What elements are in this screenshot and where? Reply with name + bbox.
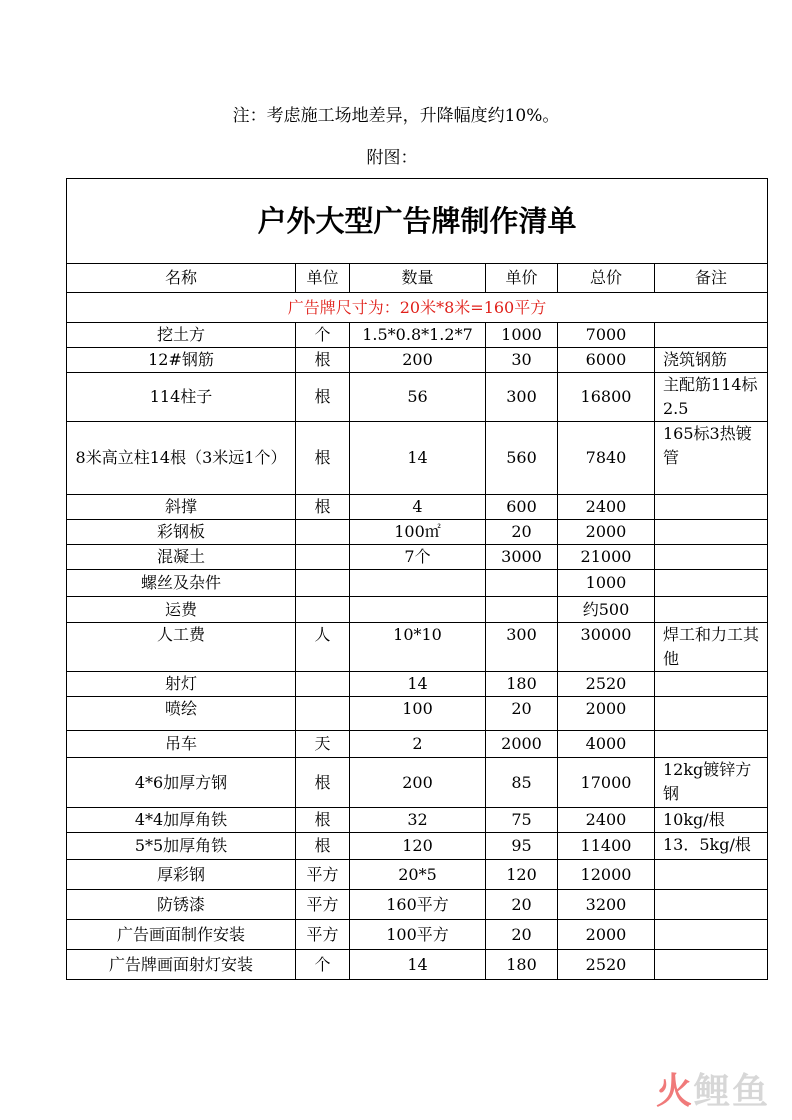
table-row (67, 731, 768, 758)
cell-remark (655, 950, 768, 980)
cell-remark (655, 520, 768, 545)
cell-remark: 10kg/根 (655, 808, 768, 833)
cell-unit: 天 (296, 731, 350, 758)
cell-remark (655, 545, 768, 570)
cell-name: 吊车 (67, 731, 296, 758)
table-row (67, 808, 768, 833)
cell-total: 17000 (558, 758, 655, 808)
cell-unit: 平方 (296, 920, 350, 950)
cell-remark: 13．5kg/根 (655, 833, 768, 860)
cell-name: 12#钢筋 (67, 348, 296, 373)
cell-price: 300 (486, 623, 558, 672)
cell-name: 114柱子 (67, 373, 296, 422)
cell-qty: 2 (350, 731, 486, 758)
cell-qty: 160平方 (350, 890, 486, 920)
cell-price: 95 (486, 833, 558, 860)
cell-remark (655, 860, 768, 890)
table-row (67, 890, 768, 920)
cell-qty: 10*10 (350, 623, 486, 672)
cell-unit: 根 (296, 495, 350, 520)
cell-remark: 焊工和力工其他 (655, 623, 768, 672)
cell-total: 约500 (558, 597, 655, 623)
cell-qty: 56 (350, 373, 486, 422)
cell-total: 2000 (558, 520, 655, 545)
table-row (67, 672, 768, 697)
cell-price: 75 (486, 808, 558, 833)
cell-qty: 100平方 (350, 920, 486, 950)
cell-price: 20 (486, 920, 558, 950)
cell-qty: 100㎡ (350, 520, 486, 545)
table-row (67, 697, 768, 731)
cell-total: 12000 (558, 860, 655, 890)
table-row (67, 422, 768, 495)
cell-unit (296, 597, 350, 623)
cell-price: 20 (486, 697, 558, 731)
cell-qty: 4 (350, 495, 486, 520)
cell-total: 2000 (558, 920, 655, 950)
table-row (67, 348, 768, 373)
cell-price: 1000 (486, 323, 558, 348)
cell-price: 3000 (486, 545, 558, 570)
cell-total: 2000 (558, 697, 655, 731)
cell-unit (296, 545, 350, 570)
table-row (67, 373, 768, 422)
cell-unit: 个 (296, 323, 350, 348)
cell-unit: 平方 (296, 860, 350, 890)
table-row (67, 570, 768, 597)
cell-unit (296, 697, 350, 731)
cell-price: 600 (486, 495, 558, 520)
cell-unit (296, 570, 350, 597)
watermark-logo: 火鲤鱼 (655, 1071, 770, 1112)
table-title-row (67, 179, 768, 264)
cell-unit: 个 (296, 950, 350, 980)
cell-price: 2000 (486, 731, 558, 758)
cell-remark (655, 495, 768, 520)
cell-unit: 根 (296, 808, 350, 833)
cell-total: 2400 (558, 495, 655, 520)
cell-unit: 根 (296, 758, 350, 808)
cell-remark: 12kg镀锌方钢 (655, 758, 768, 808)
table-row (67, 597, 768, 623)
cell-remark: 165标3热镀管 (655, 422, 768, 495)
billboard-cost-table (66, 178, 768, 980)
cell-qty: 14 (350, 422, 486, 495)
cell-qty: 120 (350, 833, 486, 860)
cell-remark: 浇筑钢筋 (655, 348, 768, 373)
cell-qty: 1.5*0.8*1.2*7 (350, 323, 486, 348)
cell-total: 3200 (558, 890, 655, 920)
table-row (67, 860, 768, 890)
cell-price: 180 (486, 672, 558, 697)
cell-price: 85 (486, 758, 558, 808)
cell-price: 120 (486, 860, 558, 890)
cell-price: 30 (486, 348, 558, 373)
cell-qty (350, 570, 486, 597)
cell-qty: 200 (350, 348, 486, 373)
cell-remark (655, 697, 768, 731)
header-unit: 单位 (296, 264, 350, 293)
cell-total: 2520 (558, 950, 655, 980)
cell-name: 彩钢板 (67, 520, 296, 545)
table-row (67, 758, 768, 808)
table-row (67, 623, 768, 672)
cell-name: 5*5加厚角铁 (67, 833, 296, 860)
size-spec-row (67, 293, 768, 323)
cell-price (486, 597, 558, 623)
cell-qty: 32 (350, 808, 486, 833)
cell-name: 厚彩钢 (67, 860, 296, 890)
cell-unit: 根 (296, 833, 350, 860)
table-header-row (67, 264, 768, 293)
table-row (67, 323, 768, 348)
cell-name: 喷绘 (67, 697, 296, 731)
cell-remark (655, 323, 768, 348)
cell-remark: 主配筋114标2.5 (655, 373, 768, 422)
cell-total: 6000 (558, 348, 655, 373)
cell-remark (655, 570, 768, 597)
cell-name: 广告画面制作安装 (67, 920, 296, 950)
cell-unit (296, 672, 350, 697)
cell-name: 4*4加厚角铁 (67, 808, 296, 833)
cell-qty (350, 597, 486, 623)
size-spec: 广告牌尺寸为：20米*8米=160平方 (67, 293, 768, 323)
cell-total: 2520 (558, 672, 655, 697)
cell-total: 4000 (558, 731, 655, 758)
cell-unit: 根 (296, 348, 350, 373)
cell-name: 防锈漆 (67, 890, 296, 920)
table-row (67, 495, 768, 520)
cell-name: 挖土方 (67, 323, 296, 348)
cell-remark (655, 890, 768, 920)
table-title: 户外大型广告牌制作清单 (67, 179, 768, 264)
table-row (67, 520, 768, 545)
cell-price: 20 (486, 520, 558, 545)
table-row (67, 833, 768, 860)
cell-total: 21000 (558, 545, 655, 570)
table-row (67, 920, 768, 950)
cell-unit: 平方 (296, 890, 350, 920)
cell-price (486, 570, 558, 597)
cell-unit: 人 (296, 623, 350, 672)
table-row (67, 950, 768, 980)
cell-qty: 14 (350, 672, 486, 697)
cell-name: 混凝土 (67, 545, 296, 570)
cell-total: 16800 (558, 373, 655, 422)
cell-price: 560 (486, 422, 558, 495)
cell-total: 1000 (558, 570, 655, 597)
cell-name: 8米高立柱14根（3米远1个） (67, 422, 296, 495)
cell-remark (655, 672, 768, 697)
cell-total: 7000 (558, 323, 655, 348)
cell-total: 30000 (558, 623, 655, 672)
cell-price: 180 (486, 950, 558, 980)
cell-qty: 200 (350, 758, 486, 808)
cell-unit: 根 (296, 373, 350, 422)
cell-price: 20 (486, 890, 558, 920)
cell-unit (296, 520, 350, 545)
cell-remark (655, 731, 768, 758)
cell-remark (655, 597, 768, 623)
cell-qty: 100 (350, 697, 486, 731)
header-total: 总价 (558, 264, 655, 293)
cell-qty: 14 (350, 950, 486, 980)
cell-name: 4*6加厚方钢 (67, 758, 296, 808)
cell-name: 运费 (67, 597, 296, 623)
cell-price: 300 (486, 373, 558, 422)
cell-total: 7840 (558, 422, 655, 495)
cell-name: 螺丝及杂件 (67, 570, 296, 597)
cell-name: 人工费 (67, 623, 296, 672)
header-name: 名称 (67, 264, 296, 293)
cell-name: 斜撑 (67, 495, 296, 520)
cell-qty: 20*5 (350, 860, 486, 890)
header-qty: 数量 (350, 264, 486, 293)
cell-total: 11400 (558, 833, 655, 860)
cell-qty: 7个 (350, 545, 486, 570)
cell-unit: 根 (296, 422, 350, 495)
attachment-label: 附图： (366, 148, 418, 168)
cell-name: 广告牌画面射灯安装 (67, 950, 296, 980)
header-remark: 备注 (655, 264, 768, 293)
cell-total: 2400 (558, 808, 655, 833)
cell-remark (655, 920, 768, 950)
header-price: 单价 (486, 264, 558, 293)
cell-name: 射灯 (67, 672, 296, 697)
note-text: 注：考虑施工场地差异，升降幅度约10%。 (232, 106, 560, 126)
table-row (67, 545, 768, 570)
